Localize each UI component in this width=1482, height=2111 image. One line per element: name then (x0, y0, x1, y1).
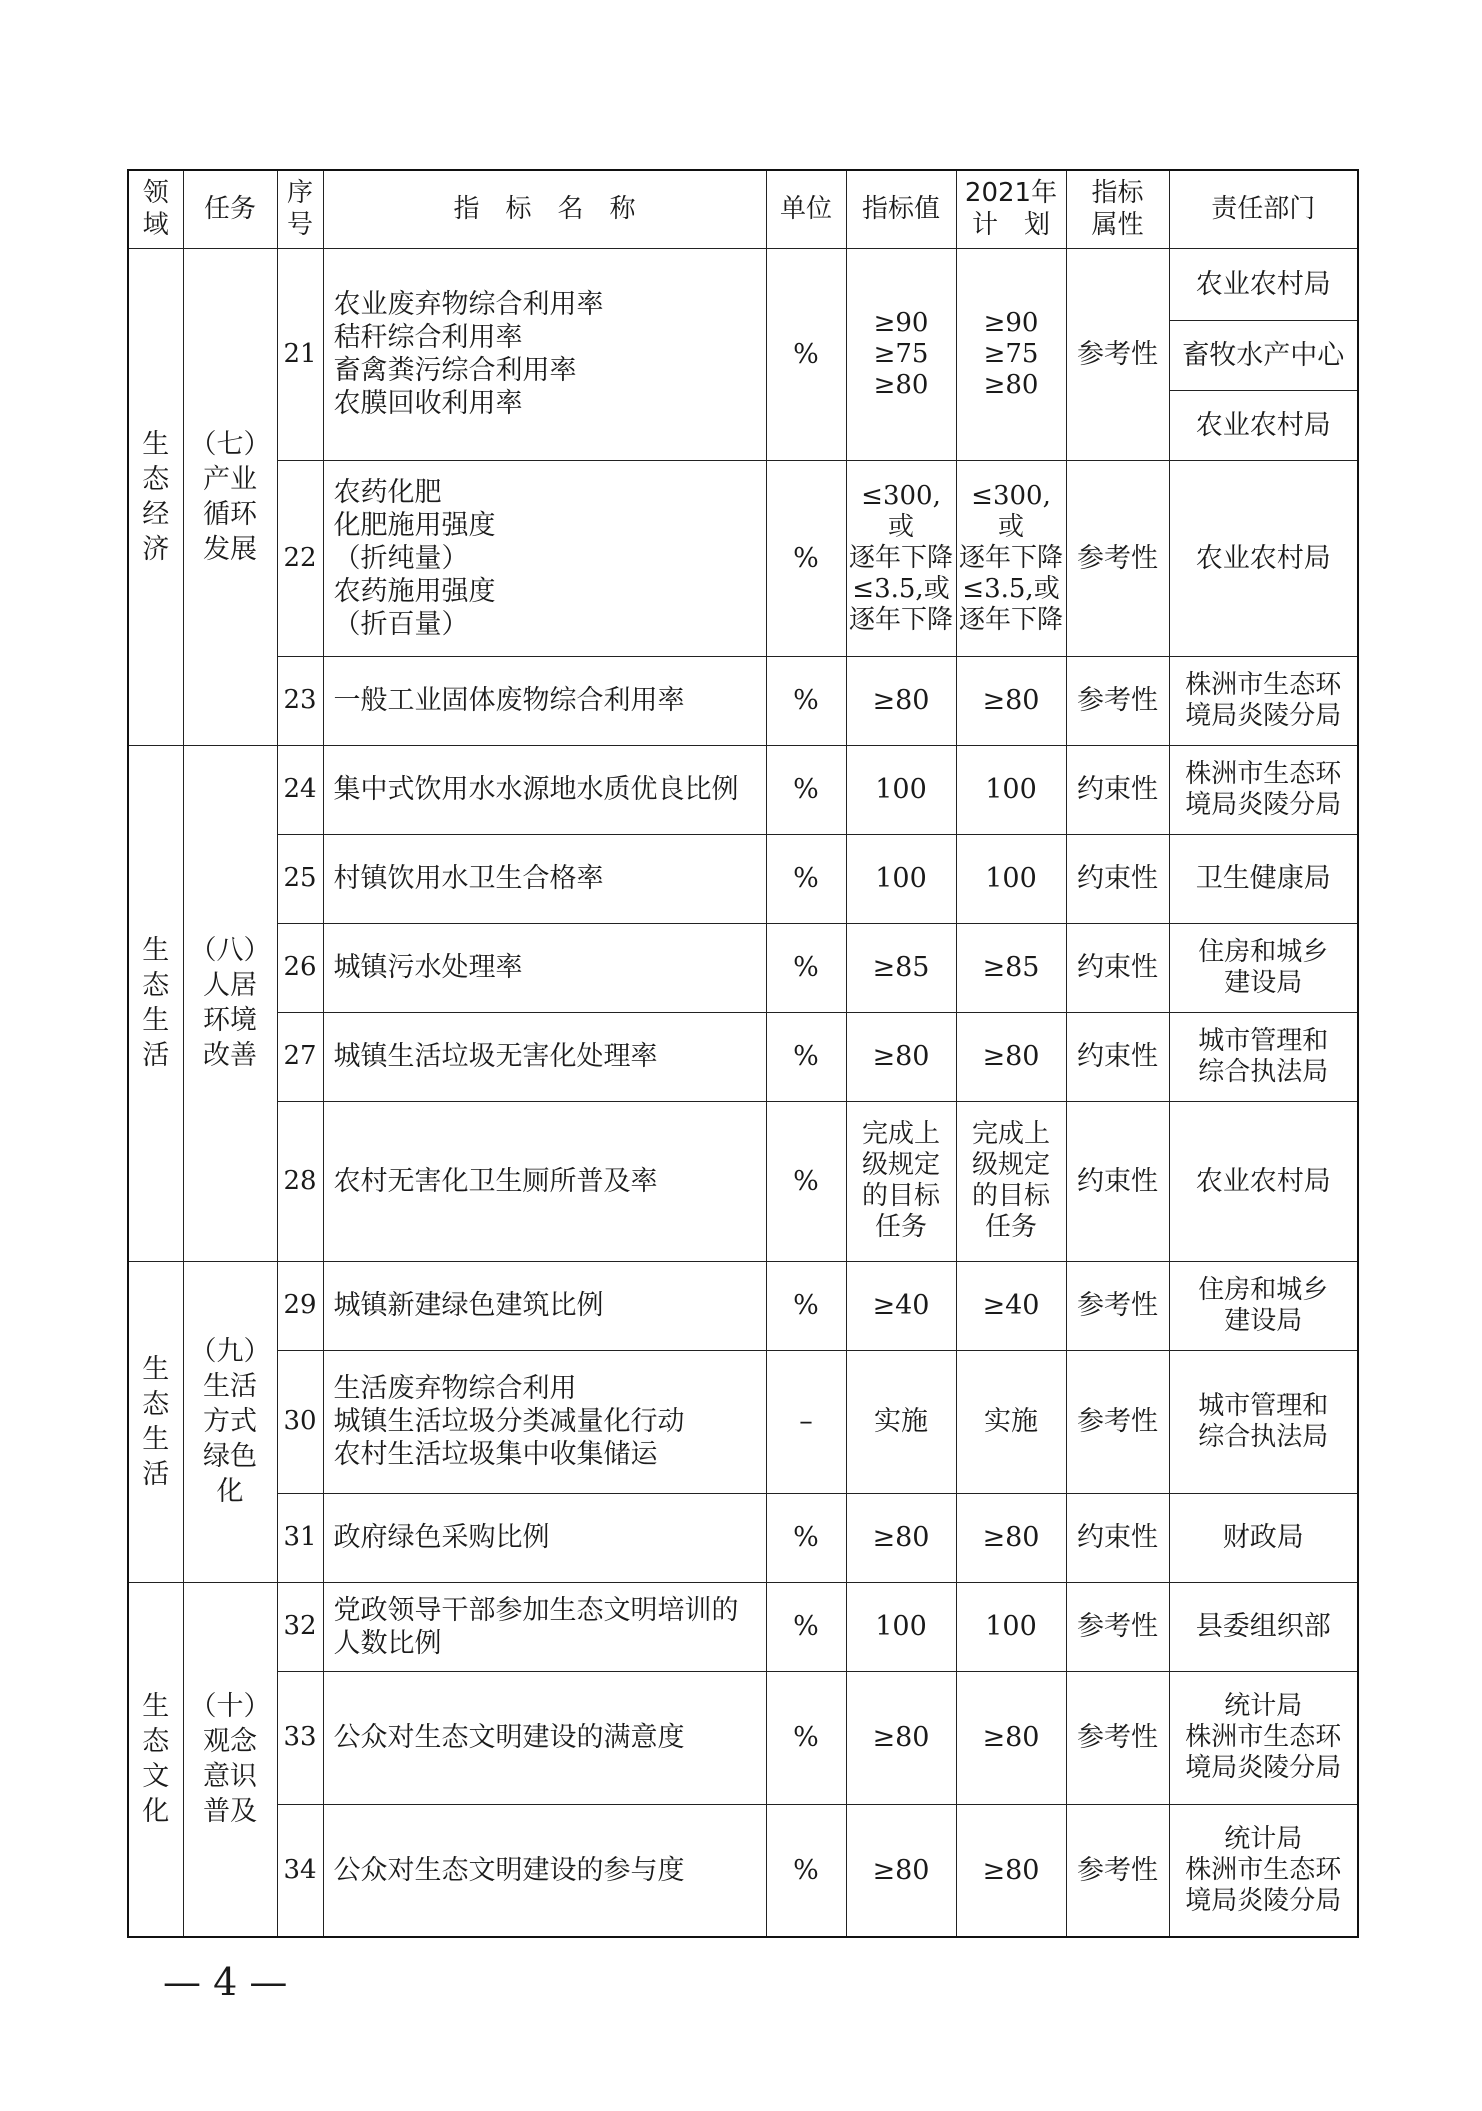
dept-cell: 县委组织部 (1169, 1582, 1358, 1671)
indicator-name: 城镇新建绿色建筑比例 (323, 1261, 766, 1350)
target-cell: 实施 (846, 1350, 956, 1493)
table-row (128, 1101, 1358, 1261)
table-row (128, 460, 1358, 656)
table-row (128, 923, 1358, 1012)
indicator-name: 党政领导干部参加生态文明培训的 人数比例 (323, 1582, 766, 1671)
header-seq: 序 号 (277, 170, 323, 248)
dept-cell: 住房和城乡 建设局 (1169, 1261, 1358, 1350)
seq-cell: 27 (277, 1012, 323, 1101)
dept-cell: 住房和城乡 建设局 (1169, 923, 1358, 1012)
unit-cell: % (766, 834, 846, 923)
target-cell: 100 (846, 1582, 956, 1671)
seq-cell: 34 (277, 1804, 323, 1937)
indicator-name: 城镇生活垃圾无害化处理率 (323, 1012, 766, 1101)
target-cell: ≥80 (846, 656, 956, 745)
seq-cell: 24 (277, 745, 323, 834)
target-cell: ≥80 (846, 1804, 956, 1937)
attr-cell: 约束性 (1066, 1012, 1169, 1101)
indicator-name: 村镇饮用水卫生合格率 (323, 834, 766, 923)
attr-cell: 参考性 (1066, 1261, 1169, 1350)
seq-cell: 30 (277, 1350, 323, 1493)
plan-cell: ≥40 (956, 1261, 1066, 1350)
domain-cell: 生 态 生 活 (128, 745, 183, 1261)
header-domain: 领 域 (128, 170, 183, 248)
domain-cell: 生 态 生 活 (128, 1261, 183, 1582)
seq-cell: 22 (277, 460, 323, 656)
attr-cell: 参考性 (1066, 1804, 1169, 1937)
table-row (128, 248, 1358, 320)
indicator-name: 公众对生态文明建设的满意度 (323, 1671, 766, 1804)
dept-cell: 农业农村局 (1169, 1101, 1358, 1261)
indicator-name: 政府绿色采购比例 (323, 1493, 766, 1582)
seq-cell: 32 (277, 1582, 323, 1671)
dept-cell: 卫生健康局 (1169, 834, 1358, 923)
target-cell: ≥85 (846, 923, 956, 1012)
table-row (128, 656, 1358, 745)
attr-cell: 参考性 (1066, 460, 1169, 656)
plan-cell: 100 (956, 1582, 1066, 1671)
indicator-name: 农药化肥 化肥施用强度 （折纯量） 农药施用强度 （折百量） (323, 460, 766, 656)
target-cell: ≤300,或 逐年下降 ≤3.5,或 逐年下降 (846, 460, 956, 656)
header-unit: 单位 (766, 170, 846, 248)
seq-cell: 26 (277, 923, 323, 1012)
attr-cell: 参考性 (1066, 1582, 1169, 1671)
dept-cell: 统计局 株洲市生态环 境局炎陵分局 (1169, 1671, 1358, 1804)
table-row (128, 1671, 1358, 1804)
unit-cell: % (766, 1101, 846, 1261)
plan-cell: 100 (956, 834, 1066, 923)
header-task: 任务 (183, 170, 277, 248)
header-target: 指标值 (846, 170, 956, 248)
unit-cell: % (766, 923, 846, 1012)
plan-cell: ≥80 (956, 1804, 1066, 1937)
indicator-table (127, 169, 1359, 1938)
attr-cell: 参考性 (1066, 656, 1169, 745)
target-cell: ≥80 (846, 1012, 956, 1101)
table-row (128, 1493, 1358, 1582)
unit-cell: % (766, 1671, 846, 1804)
plan-cell: ≥80 (956, 656, 1066, 745)
table-row (128, 834, 1358, 923)
table-row (128, 745, 1358, 834)
plan-cell: ≥80 (956, 1671, 1066, 1804)
plan-cell: ≥80 (956, 1012, 1066, 1101)
unit-cell: % (766, 460, 846, 656)
table-row (128, 1012, 1358, 1101)
unit-cell: % (766, 1582, 846, 1671)
plan-cell: 100 (956, 745, 1066, 834)
unit-cell: % (766, 656, 846, 745)
plan-cell: ≥80 (956, 1493, 1066, 1582)
dept-cell: 农业农村局 (1169, 390, 1358, 460)
unit-cell: % (766, 1261, 846, 1350)
dept-cell: 城市管理和 综合执法局 (1169, 1012, 1358, 1101)
table-row (128, 1582, 1358, 1671)
header-dept: 责任部门 (1169, 170, 1358, 248)
dept-cell: 统计局 株洲市生态环 境局炎陵分局 (1169, 1804, 1358, 1937)
indicator-name: 农业废弃物综合利用率 秸秆综合利用率 畜禽粪污综合利用率 农膜回收利用率 (323, 248, 766, 460)
target-cell: ≥80 (846, 1493, 956, 1582)
task-cell: （七） 产业 循环 发展 (183, 248, 277, 745)
target-cell: 100 (846, 834, 956, 923)
target-cell: ≥90 ≥75 ≥80 (846, 248, 956, 460)
target-cell: ≥80 (846, 1671, 956, 1804)
plan-cell: ≥85 (956, 923, 1066, 1012)
indicator-name: 公众对生态文明建设的参与度 (323, 1804, 766, 1937)
unit-cell: % (766, 1012, 846, 1101)
dept-cell: 畜牧水产中心 (1169, 320, 1358, 390)
attr-cell: 约束性 (1066, 1101, 1169, 1261)
attr-cell: 约束性 (1066, 834, 1169, 923)
unit-cell: – (766, 1350, 846, 1493)
dept-cell: 财政局 (1169, 1493, 1358, 1582)
unit-cell: % (766, 1493, 846, 1582)
attr-cell: 约束性 (1066, 745, 1169, 834)
indicator-name: 城镇污水处理率 (323, 923, 766, 1012)
header-row (128, 170, 1358, 248)
table-row (128, 1350, 1358, 1493)
target-cell: ≥40 (846, 1261, 956, 1350)
indicator-name: 一般工业固体废物综合利用率 (323, 656, 766, 745)
dept-cell: 株洲市生态环 境局炎陵分局 (1169, 745, 1358, 834)
seq-cell: 25 (277, 834, 323, 923)
seq-cell: 31 (277, 1493, 323, 1582)
plan-cell: 完成上 级规定 的目标 任务 (956, 1101, 1066, 1261)
seq-cell: 21 (277, 248, 323, 460)
target-cell: 完成上 级规定 的目标 任务 (846, 1101, 956, 1261)
seq-cell: 29 (277, 1261, 323, 1350)
dept-cell: 城市管理和 综合执法局 (1169, 1350, 1358, 1493)
dept-cell: 株洲市生态环 境局炎陵分局 (1169, 656, 1358, 745)
table-row (128, 1261, 1358, 1350)
attr-cell: 参考性 (1066, 1671, 1169, 1804)
unit-cell: % (766, 248, 846, 460)
domain-cell: 生 态 经 济 (128, 248, 183, 745)
attr-cell: 参考性 (1066, 1350, 1169, 1493)
plan-cell: ≥90 ≥75 ≥80 (956, 248, 1066, 460)
domain-cell: 生 态 文 化 (128, 1582, 183, 1937)
header-plan: 2021年 计 划 (956, 170, 1066, 248)
plan-cell: ≤300,或 逐年下降 ≤3.5,或 逐年下降 (956, 460, 1066, 656)
seq-cell: 33 (277, 1671, 323, 1804)
indicator-name: 生活废弃物综合利用 城镇生活垃圾分类减量化行动 农村生活垃圾集中收集储运 (323, 1350, 766, 1493)
attr-cell: 约束性 (1066, 923, 1169, 1012)
dept-cell: 农业农村局 (1169, 248, 1358, 320)
indicator-name: 农村无害化卫生厕所普及率 (323, 1101, 766, 1261)
target-cell: 100 (846, 745, 956, 834)
attr-cell: 参考性 (1066, 248, 1169, 460)
plan-cell: 实施 (956, 1350, 1066, 1493)
dept-cell: 农业农村局 (1169, 460, 1358, 656)
unit-cell: % (766, 745, 846, 834)
table-row (128, 1804, 1358, 1937)
unit-cell: % (766, 1804, 846, 1937)
header-name: 指 标 名 称 (323, 170, 766, 248)
task-cell: （十） 观念 意识 普及 (183, 1582, 277, 1937)
seq-cell: 28 (277, 1101, 323, 1261)
indicator-name: 集中式饮用水水源地水质优良比例 (323, 745, 766, 834)
task-cell: （八） 人居 环境 改善 (183, 745, 277, 1261)
seq-cell: 23 (277, 656, 323, 745)
header-attr: 指标 属性 (1066, 170, 1169, 248)
task-cell: （九） 生活 方式 绿色 化 (183, 1261, 277, 1582)
page-number: — 4 — (163, 1960, 288, 2004)
attr-cell: 约束性 (1066, 1493, 1169, 1582)
